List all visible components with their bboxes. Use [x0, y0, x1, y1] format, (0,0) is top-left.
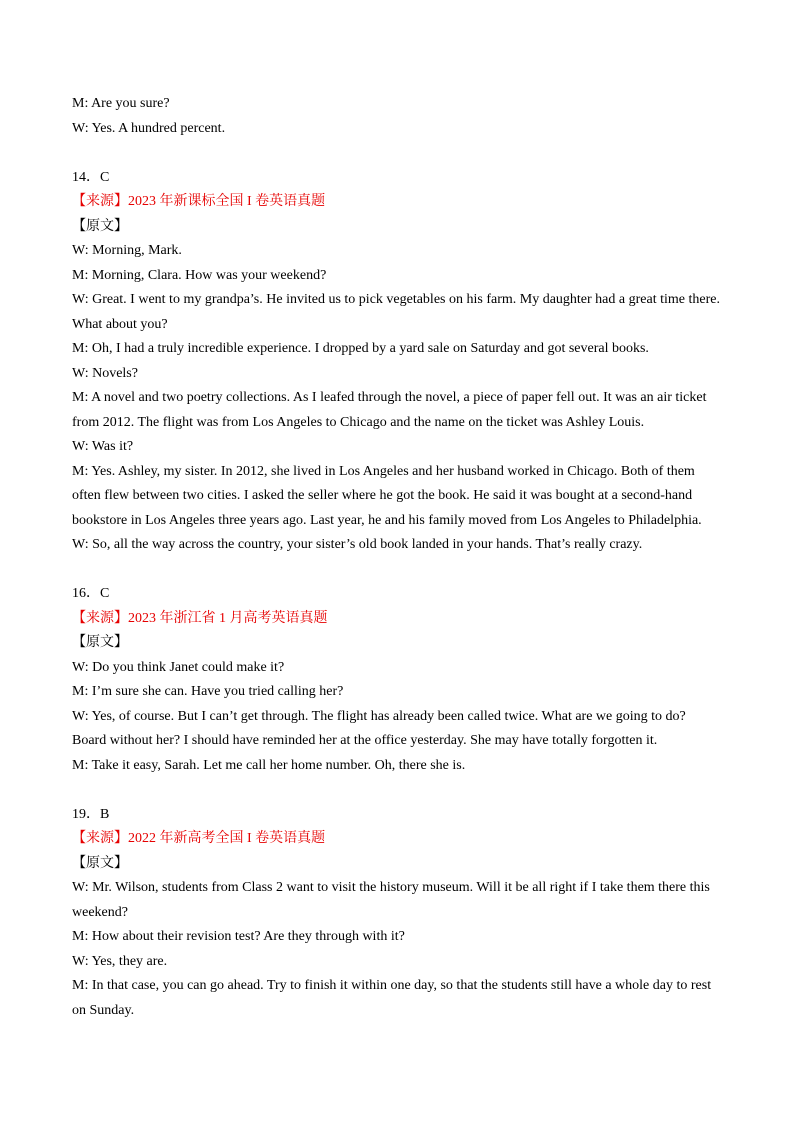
question-14-section	[72, 166, 732, 558]
dialogue-line: M: Take it easy, Sarah. Let me call her home number. Oh, there she is.	[72, 757, 466, 773]
dialogue-line: M: Oh, I had a truly incredible experience. I dropped by a yard sale on Saturday and got several books.	[72, 341, 649, 356]
dialogue-line: W: Mr. Wilson, students from Class 2 want to visit the history museum. Will it be all right if I take them there this	[72, 880, 710, 895]
dialogue-line: M: How about their revision test? Are they through with it?	[72, 929, 405, 944]
source-label: 【来源】2022 年新高考全国 I 卷英语真题	[72, 831, 326, 846]
dialogue-line: Board without her? I should have reminded her at the office yesterday. She may have totally forgotten it.	[72, 733, 658, 748]
dialogue-block-continued	[72, 92, 732, 141]
dialogue-line: W: Do you think Janet could make it?	[72, 659, 285, 675]
question-16-section	[72, 582, 732, 778]
question-number: 16．C	[72, 586, 110, 601]
question-number: 14．C	[72, 169, 110, 185]
question-19-section	[72, 803, 732, 1024]
spacer	[72, 558, 732, 583]
dialogue-line: W: Yes, of course. But I can’t get through. The flight has already been called twice. What are we going to do?	[72, 708, 686, 724]
dialogue-line: often flew between two cities. I asked the seller where he got the book. He said it was bought at a second-hand	[72, 488, 693, 503]
dialogue-line: M: Morning, Clara. How was your weekend?	[72, 267, 327, 283]
dialogue-line: on Sunday.	[72, 1002, 135, 1018]
dialogue-line: W: So, all the way across the country, your sister’s old book landed in your hands. That’s really crazy.	[72, 537, 643, 552]
document-content	[72, 92, 732, 1023]
original-text-label: 【原文】	[72, 218, 128, 234]
dialogue-line: W: Yes, they are.	[72, 953, 168, 969]
spacer	[72, 778, 732, 803]
dialogue-line: What about you?	[72, 316, 168, 332]
original-text-label: 【原文】	[72, 855, 128, 871]
dialogue-line: M: Yes. Ashley, my sister. In 2012, she lived in Los Angeles and her husband worked in Chicago. Both of them	[72, 463, 695, 479]
dialogue-line: M: In that case, you can go ahead. Try to finish it within one day, so that the students still have a whole day to rest	[72, 978, 712, 993]
dialogue-line: W: Was it?	[72, 439, 134, 454]
dialogue-line: W: Great. I went to my grandpa’s. He invited us to pick vegetables on his farm. My daughter had a great time there.	[72, 292, 720, 307]
dialogue-line: from 2012. The flight was from Los Angeles to Chicago and the name on the ticket was Ashley Louis.	[72, 414, 645, 430]
dialogue-line: W: Novels?	[72, 365, 138, 381]
original-text-label: 【原文】	[72, 635, 128, 650]
dialogue-line: M: I’m sure she can. Have you tried calling her?	[72, 684, 344, 699]
spacer	[72, 141, 732, 166]
dialogue-line: weekend?	[72, 904, 128, 920]
question-number: 19．B	[72, 806, 110, 822]
dialogue-line: W: Yes. A hundred percent.	[72, 120, 226, 136]
dialogue-line: bookstore in Los Angeles three years ago. Last year, he and his family moved from Los Angeles to Philadelphia.	[72, 512, 702, 528]
dialogue-line: M: A novel and two poetry collections. As I leafed through the novel, a piece of paper fell out. It was an air ticket	[72, 390, 707, 405]
source-label: 【来源】2023 年浙江省 1 月高考英语真题	[72, 610, 328, 626]
source-label: 【来源】2023 年新课标全国 I 卷英语真题	[72, 194, 326, 209]
dialogue-line: M: Are you sure?	[72, 96, 170, 111]
dialogue-line: W: Morning, Mark.	[72, 243, 182, 258]
